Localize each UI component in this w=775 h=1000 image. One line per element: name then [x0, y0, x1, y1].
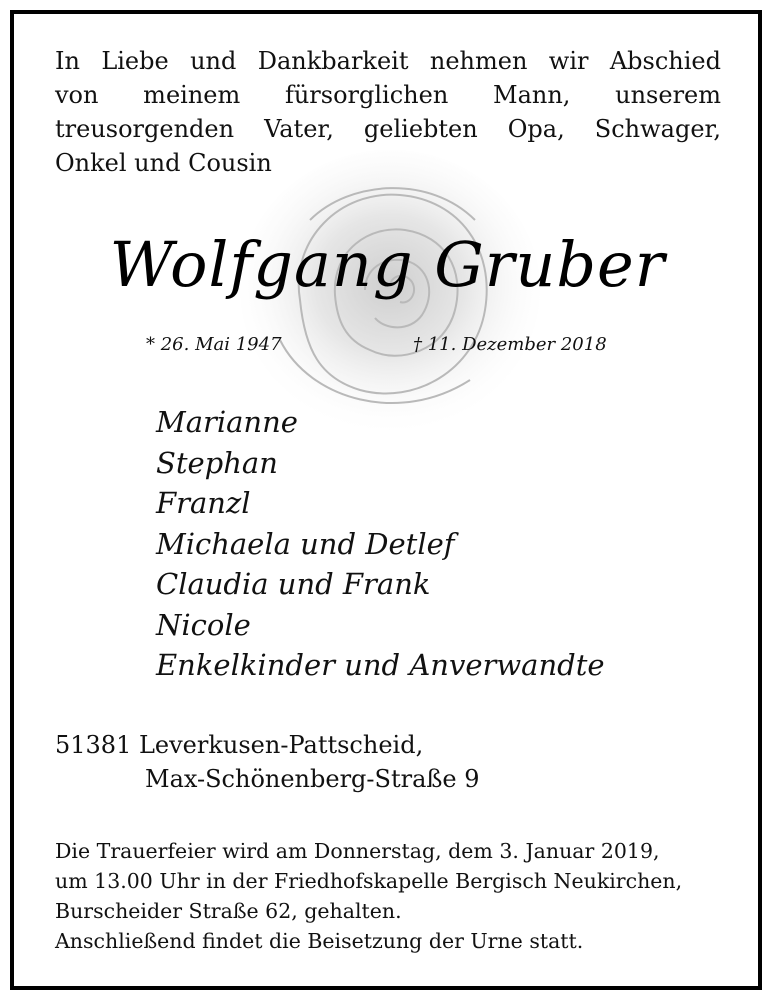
address: [55, 728, 480, 796]
mourner: Enkelkinder und Anverwandte: [156, 648, 605, 682]
address-city: 51381 Leverkusen-Pattscheid,: [55, 731, 424, 759]
service-line: Die Trauerfeier wird am Donnerstag, dem 3. Januar 2019,: [55, 839, 660, 863]
death-date: † 11. Dezember 2018: [413, 334, 607, 355]
mourner: Stephan: [156, 445, 278, 480]
intro-line: Onkel und Cousin: [55, 149, 272, 177]
service-info: [55, 836, 725, 956]
service-line: um 13.00 Uhr in der Friedhofskapelle Bergisch Neukirchen,: [55, 869, 683, 893]
mourner: Marianne: [156, 405, 298, 439]
deceased-name: Wolfgang Gruber: [109, 228, 666, 301]
address-street: Max-Schönenberg-Straße 9: [145, 765, 480, 793]
intro-line: von meinem fürsorglichen Mann, unserem: [55, 81, 721, 109]
mourner: Michaela und Detlef: [156, 526, 455, 561]
service-line: Anschließend findet die Beisetzung der Urne statt.: [55, 929, 584, 953]
mourner: Nicole: [156, 607, 251, 642]
intro-line: treusorgenden Vater, geliebten Opa, Schwager,: [55, 115, 721, 143]
service-line: Burscheider Straße 62, gehalten.: [55, 899, 402, 923]
intro-text: [55, 44, 721, 180]
intro-line: In Liebe und Dankbarkeit nehmen wir Abschied: [55, 47, 721, 75]
mourner: Franzl: [156, 486, 251, 520]
birth-date: * 26. Mai 1947: [146, 334, 282, 355]
mourners-list: [156, 402, 605, 686]
mourner: Claudia und Frank: [156, 567, 431, 601]
